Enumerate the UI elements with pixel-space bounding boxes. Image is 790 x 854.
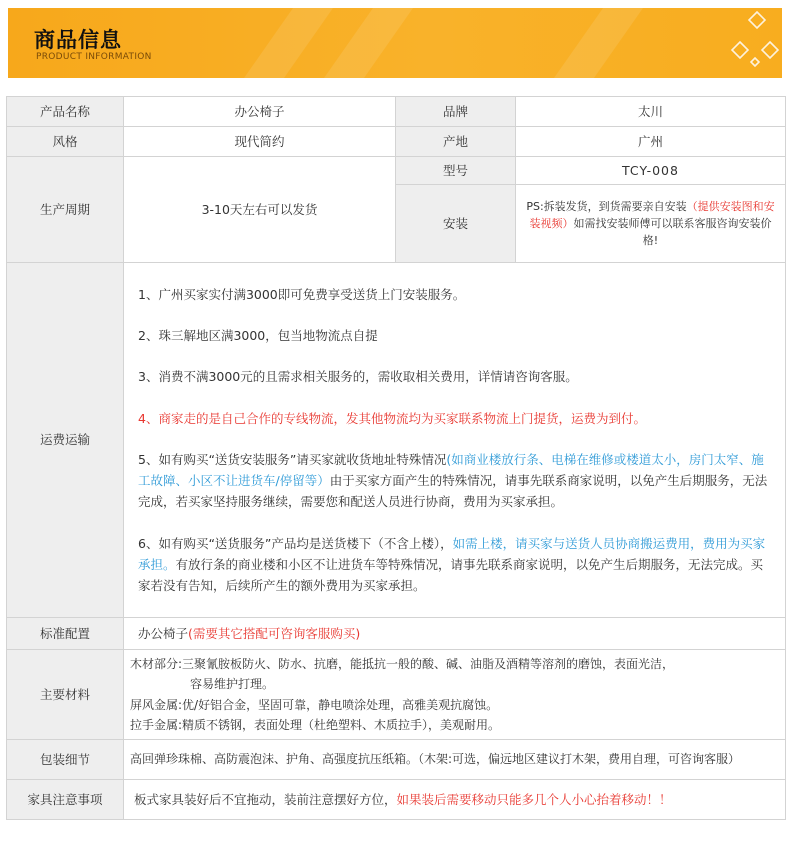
section-subtitle: PRODUCT INFORMATION (36, 52, 152, 62)
packaging-value: 高回弹珍珠棉、高防震泡沫、护角、高强度抗压纸箱。（木架:可选，偏远地区建议打木架，费用自理，可咨询客服） (124, 740, 786, 780)
material-wood: 木材部分:三聚氰胺板防火、防水、抗磨，能抵抗一般的酸、碱、油脂及酒精等溶剂的磨蚀，表面光洁， (130, 656, 675, 671)
notice-label: 家具注意事项 (7, 780, 124, 820)
shipping-details (124, 263, 786, 618)
diamond-decoration-icon (712, 8, 782, 78)
shipping-label: 运费运输 (7, 263, 124, 618)
product-name-label: 产品名称 (7, 97, 124, 127)
header-banner (8, 8, 782, 78)
table-row (7, 780, 786, 820)
table-row (7, 157, 786, 185)
table-row (7, 263, 786, 618)
table-row (7, 650, 786, 740)
shipping-item-3: 3、消费不满3000元的且需求相关服务的，需收取相关费用，详情请咨询客服。 (138, 369, 578, 385)
table-row (7, 127, 786, 157)
shipping-item-6-text: 6、如有购买“送货服务”产品均是送货楼下（不含上楼）， (138, 535, 453, 551)
shipping-item-5 (138, 449, 771, 513)
shipping-item-5-text: 5、如有购买“送货安装服务”请买家就收货地址特殊情况 (138, 451, 447, 467)
shipping-item-6 (138, 533, 771, 597)
config-note: (需要其它搭配可咨询客服购买) (188, 625, 361, 641)
origin-label: 产地 (396, 127, 516, 157)
materials-value (124, 650, 786, 740)
brand-value: 太川 (516, 97, 786, 127)
production-cycle-label: 生产周期 (7, 157, 124, 263)
table-row (7, 740, 786, 780)
origin-value: 广州 (516, 127, 786, 157)
install-label: 安装 (396, 185, 516, 263)
standard-config-value (124, 618, 786, 650)
material-screen-metal: 屏风金属:优/好铝合金，坚固可靠，静电喷涂处理，高雅美观抗腐蚀。 (130, 697, 499, 712)
shipping-item-5-detail: 由于买家方面产生的特殊情况，请事先联系商家说明，以免产生后期服务，无法完成，若买家坚持服务继续，需要您和配送人员进行协商，费用为买家承担。 (138, 473, 768, 510)
install-highlight: （提供安装图和安装视频） (529, 199, 775, 230)
notice-text: 板式家具装好后不宜拖动，装前注意摆好方位， (134, 791, 397, 807)
product-info-table (6, 96, 786, 820)
notice-value (124, 780, 786, 820)
install-text: PS:拆装发货，到货需要亲自安装 (526, 199, 687, 213)
product-name-value: 办公椅子 (124, 97, 396, 127)
model-value: TCY-008 (516, 157, 786, 185)
install-value (516, 185, 786, 263)
section-title: 商品信息 (34, 28, 122, 52)
table-row (7, 618, 786, 650)
style-value: 现代简约 (124, 127, 396, 157)
materials-label: 主要材料 (7, 650, 124, 740)
shipping-item-6-note: 如需上楼，请买家与送货人员协商搬运费用，费用为买家承担。 (138, 535, 766, 572)
standard-config-label: 标准配置 (7, 618, 124, 650)
shipping-item-5-note: (如商业楼放行条、电梯在维修或楼道太小，房门太窄、施工故障、小区不让进货车/停留等） (138, 451, 764, 488)
install-contact-text: 如需找安装师傅可以联系客服咨询安装价格! (573, 216, 772, 248)
brand-label: 品牌 (396, 97, 516, 127)
production-cycle-value: 3-10天左右可以发货 (124, 157, 396, 263)
material-handle-metal: 拉手金属:精质不锈钢，表面处理（杜绝塑料、木质拉手），美观耐用。 (130, 717, 501, 732)
style-label: 风格 (7, 127, 124, 157)
shipping-item-4: 4、商家走的是自己合作的专线物流，发其他物流均为买家联系物流上门提货，运费为到付。 (138, 410, 646, 426)
config-item: 办公椅子 (138, 625, 189, 641)
banner-stripe (209, 8, 347, 78)
packaging-label: 包装细节 (7, 740, 124, 780)
material-wood-cont: 容易维护打理。 (190, 677, 275, 692)
model-label: 型号 (396, 157, 516, 185)
banner-stripe (519, 8, 657, 78)
shipping-item-1: 1、广州买家实付满3000即可免费享受送货上门安装服务。 (138, 286, 466, 302)
shipping-item-6-detail: 有放行条的商业楼和小区不让进货车等特殊情况，请事先联系商家说明，以免产生后期服务，无法完成。买家若没有告知，后续所产生的额外费用为买家承担。 (138, 556, 764, 593)
table-row (7, 97, 786, 127)
shipping-item-2: 2、珠三解地区满3000，包当地物流点自提 (138, 328, 378, 343)
notice-warning: 如果装后需要移动只能多几个人小心抬着移动！！ (396, 791, 672, 807)
